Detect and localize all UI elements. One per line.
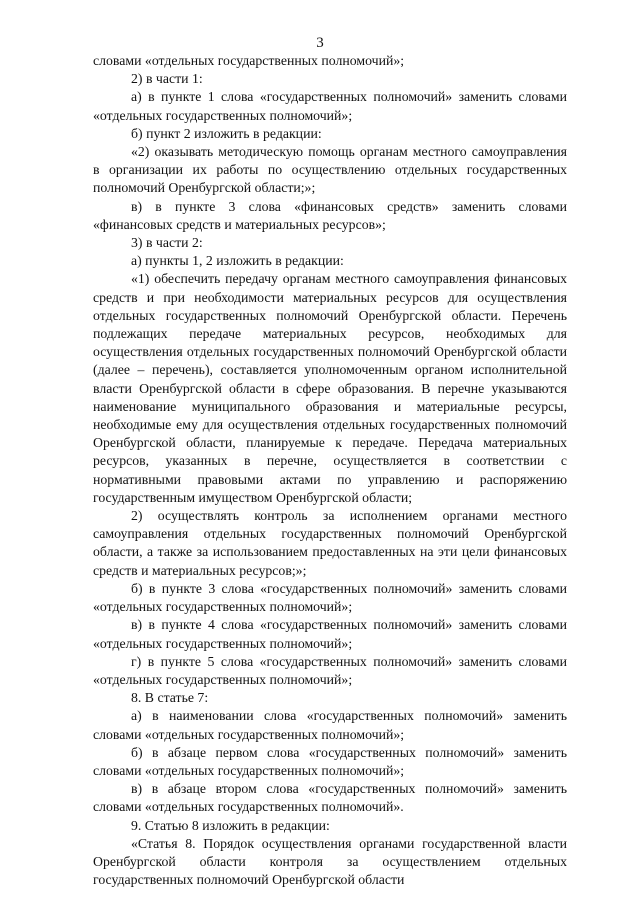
- paragraph-5: «2) оказывать методическую помощь органам местного самоуправления в организации их работы по осуществлению отдельных государственных полномочий Оренбургской области;»;: [93, 144, 567, 196]
- paragraph-8: а) пункты 1, 2 изложить в редакции:: [131, 253, 344, 269]
- paragraph-3: а) в пункте 1 слова «государственных полномочий» заменить словами «отдельных государственных полномочий»;: [93, 89, 567, 123]
- paragraph-19: «Статья 8. Порядок осуществления органами государственной власти Оренбургской области контроля за осуществлением отдельных государственных полномочий Оренбургской области: [93, 835, 567, 888]
- document-body: [93, 52, 567, 889]
- paragraph-6: в) в пункте 3 слова «финансовых средств» заменить словами «финансовых средств и материальных ресурсов»;: [93, 198, 567, 232]
- paragraph-1: словами «отдельных государственных полномочий»;: [93, 53, 405, 68]
- paragraph-7: 3) в части 2:: [131, 235, 203, 251]
- paragraph-13: г) в пункте 5 слова «государственных полномочий» заменить словами «отдельных государственных полномочий»;: [93, 653, 567, 687]
- paragraph-12: в) в пункте 4 слова «государственных полномочий» заменить словами «отдельных государственных полномочий»;: [93, 617, 567, 651]
- paragraph-16: б) в абзаце первом слова «государственных полномочий» заменить словами «отдельных государственных полномочий»;: [93, 744, 567, 778]
- paragraph-17: в) в абзаце втором слова «государственных полномочий» заменить словами «отдельных государственных полномочий».: [93, 781, 567, 815]
- page-number: 3: [316, 35, 324, 51]
- paragraph-11: б) в пункте 3 слова «государственных полномочий» заменить словами «отдельных государственных полномочий»;: [93, 580, 567, 615]
- paragraph-9: «1) обеспечить передачу органам местного самоуправления финансовых средств и при необходимости материальных ресурсов для осуществления отдельных государственных полномочий Оренбургской области. Перечень подлежащих передаче материальных ресурсов, необходимых для осуществления отдельных государственных полномочий Оренбургской области (далее – перечень), составляется уполномоченным органом исполнительной власти Оренбургской области в сфере образования. В перечне указываются наименование муниципального образования и материальные ресурсы, необходимые ему для осуществления отдельных государственных полномочий Оренбургской области, планируемые к передаче. Передача материальных ресурсов, указанных в перечне, осуществляется в соответствии с нормативными правовыми актами по управлению и распоряжению государственным имуществом Оренбургской области;: [93, 271, 567, 505]
- paragraph-18: 9. Статью 8 изложить в редакции:: [131, 817, 330, 833]
- paragraph-15: а) в наименовании слова «государственных полномочий» заменить словами «отдельных государственных полномочий»;: [93, 708, 567, 742]
- paragraph-14: 8. В статье 7:: [131, 690, 209, 706]
- paragraph-10: 2) осуществлять контроль за исполнением органами местного самоуправления отдельных государственных полномочий Оренбургской области, а также за использованием предоставленных на эти цели финансовых средств и материальных ресурсов;»;: [93, 508, 567, 578]
- paragraph-4: б) пункт 2 изложить в редакции:: [131, 125, 322, 141]
- paragraph-2: 2) в части 1:: [131, 71, 203, 87]
